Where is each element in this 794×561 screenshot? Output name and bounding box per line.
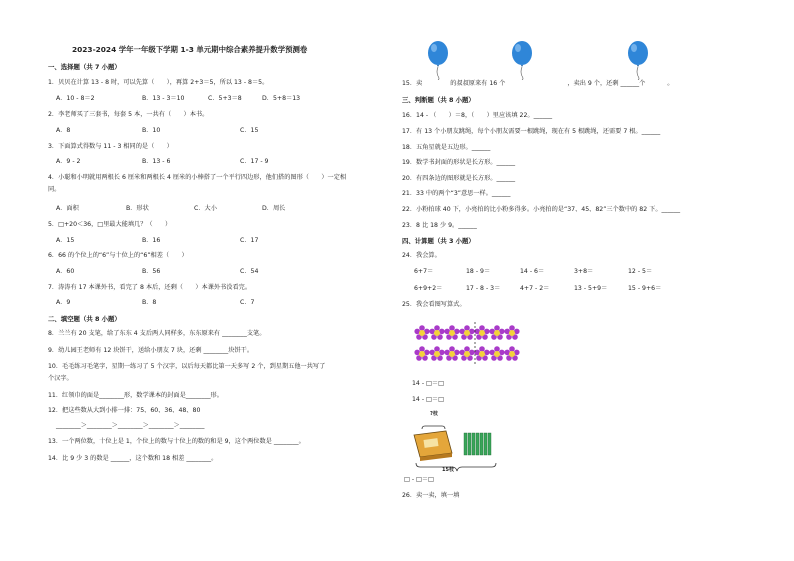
q3-option-b: B．13 - 6: [142, 158, 171, 165]
q6-option-a: A．60: [56, 268, 75, 275]
q1-option-d: D．5+8＝13: [262, 95, 301, 102]
q1-option-c: C．5+3＝8: [208, 95, 242, 102]
equation-1: 14 - □＝□: [412, 380, 444, 387]
q7-option-c: C．7: [240, 299, 255, 306]
section-calc: 四、计算题（共 3 小题）: [402, 237, 475, 245]
q1-option-b: B．13 - 3＝10: [142, 95, 185, 102]
question-21: 21．33 中的两个“3”意思一样。______: [402, 190, 511, 197]
q7-option-a: A．9: [56, 299, 71, 306]
question-18: 18．五角星就是五边形。______: [402, 144, 491, 151]
question-22: 22．小粉拍球 40 下，小亮拍的比小粉多得多。小亮拍的是“37、45、82”三个数中的 82 下。______: [402, 206, 681, 213]
q2-option-b: B．10: [142, 127, 161, 134]
section-fill: 二、填空题（共 8 小题）: [48, 315, 121, 323]
q3-option-a: A．9 - 2: [56, 158, 81, 165]
question-23: 23．8 比 18 少 9。______: [402, 222, 477, 229]
question-25: 25．我会看图写算式。: [402, 301, 466, 308]
books-bottom-label: 15枝: [442, 467, 454, 473]
balloon-icon: [626, 40, 650, 80]
question-8: 8．兰兰有 20 支笔，给了东东 4 支后两人同样多，东东原来有 ________支笔。: [48, 330, 266, 337]
flowers-picture: [414, 322, 524, 366]
books-top-label: ?枝: [430, 411, 438, 417]
question-1: 1．贝贝在计算 13 - 8 时，可以先算（ ），再算 2+3＝5，所以 13 - 8＝5。: [48, 79, 269, 86]
question-3: 3．下面算式得数与 11 - 3 相同的是（ ）: [48, 143, 173, 150]
question-10: 10．毛毛练习毛笔字，星期一练习了 5 个汉字，以后每天都比第一天多写 2 个，到星期五他一共写了: [48, 363, 326, 370]
question-4-cont: 同。: [48, 186, 61, 193]
q4-option-c: C．大小: [194, 205, 217, 212]
calc-item: 13 - 5+9＝: [574, 285, 608, 292]
question-10-cont: 个汉字。: [48, 375, 73, 382]
balloon-icon: [426, 40, 450, 80]
question-19: 19．数学书封面的形状是长方形。______: [402, 159, 516, 166]
question-6: 6．66 的个位上的“6”与十位上的“6”相差（ ）: [48, 252, 188, 259]
q5-option-c: C．17: [240, 237, 259, 244]
q5-option-b: B．16: [142, 237, 161, 244]
question-11: 11．红领巾的面是________形，数学课本的封面是________形。: [48, 392, 223, 399]
question-20: 20．有四条边的图形就是长方形。______: [402, 175, 516, 182]
calc-item: 3+8＝: [574, 268, 594, 275]
pencil-box-picture: [412, 418, 502, 478]
calc-item: 14 - 6＝: [520, 268, 545, 275]
question-15: 15．卖 的叔叔原来有 16 个 ，卖出 9 个，还剩 ______个 。: [402, 80, 674, 87]
question-16: 16．14 - （ ）＝8，（ ）里应该填 22。______: [402, 112, 553, 119]
question-4: 4．小聪和小明就用两根长 6 厘米和两根长 4 厘米的小棒搭了一个平行四边形，他们搭的图形（ ）一定相: [48, 174, 347, 181]
question-7: 7．涛涛有 17 本课外书，看完了 8 本后，还剩（ ）本课外书没看完。: [48, 284, 252, 291]
calc-item: 6+9+2＝: [414, 285, 443, 292]
calc-item: 17 - 8 - 3＝: [466, 285, 501, 292]
question-5: 5．□+20＜36，□里最大能填几？（ ）: [48, 221, 172, 228]
q2-option-a: A．8: [56, 127, 71, 134]
question-17: 17．有 13 个小朋友跳绳，每个小朋友需要一根跳绳，现在有 5 根跳绳，还需要 7 根。______: [402, 128, 661, 135]
q7-option-b: B．8: [142, 299, 157, 306]
question-14: 14．比 9 少 3 的数是 ______，这个数和 18 相差 ________。: [48, 455, 218, 462]
balloon-icon: [510, 40, 534, 80]
q1-option-a: A．10 - 8＝2: [56, 95, 95, 102]
section-choice: 一、选择题（共 7 小题）: [48, 63, 121, 71]
q6-option-c: C．54: [240, 268, 259, 275]
question-2: 2．李老师买了三套书，每套 5 本，一共有（ ）本书。: [48, 111, 209, 118]
question-12-blanks: ________＞________＞________＞________＞________: [56, 422, 205, 429]
calc-item: 12 - 5＝: [628, 268, 653, 275]
q4-option-b: B．形状: [126, 205, 149, 212]
equation-2: 14 - □＝□: [412, 396, 444, 403]
q2-option-c: C．15: [240, 127, 259, 134]
page-title: 2023-2024 学年一年级下学期 1-3 单元期中综合素养提升数学预测卷: [72, 45, 308, 54]
section-judge: 三、判断题（共 8 小题）: [402, 96, 475, 104]
equation-3: □ - □＝□: [404, 476, 434, 483]
q4-option-a: A．面积: [56, 205, 79, 212]
calc-item: 6+7＝: [414, 268, 434, 275]
question-9: 9．幼儿园王老师有 12 块饼干，送给小朋友 7 块，还剩 ________块饼干。: [48, 347, 254, 354]
calc-item: 18 - 9＝: [466, 268, 491, 275]
question-13: 13．一个两位数，十位上是 1，个位上的数与十位上的数的和是 9，这个两位数是 ________。: [48, 438, 305, 445]
calc-item: 4+7 - 2＝: [520, 285, 550, 292]
q4-option-d: D．周长: [262, 205, 286, 212]
question-26: 26．卖一卖，填一填: [402, 492, 460, 499]
q3-option-c: C．17 - 9: [240, 158, 269, 165]
question-12: 12．把这些数从大到小排一排：75、60、36、48、80: [48, 407, 201, 414]
calc-item: 15 - 9+6＝: [628, 285, 662, 292]
q5-option-a: A．15: [56, 237, 75, 244]
question-24: 24．我会算。: [402, 252, 441, 259]
q6-option-b: B．56: [142, 268, 161, 275]
